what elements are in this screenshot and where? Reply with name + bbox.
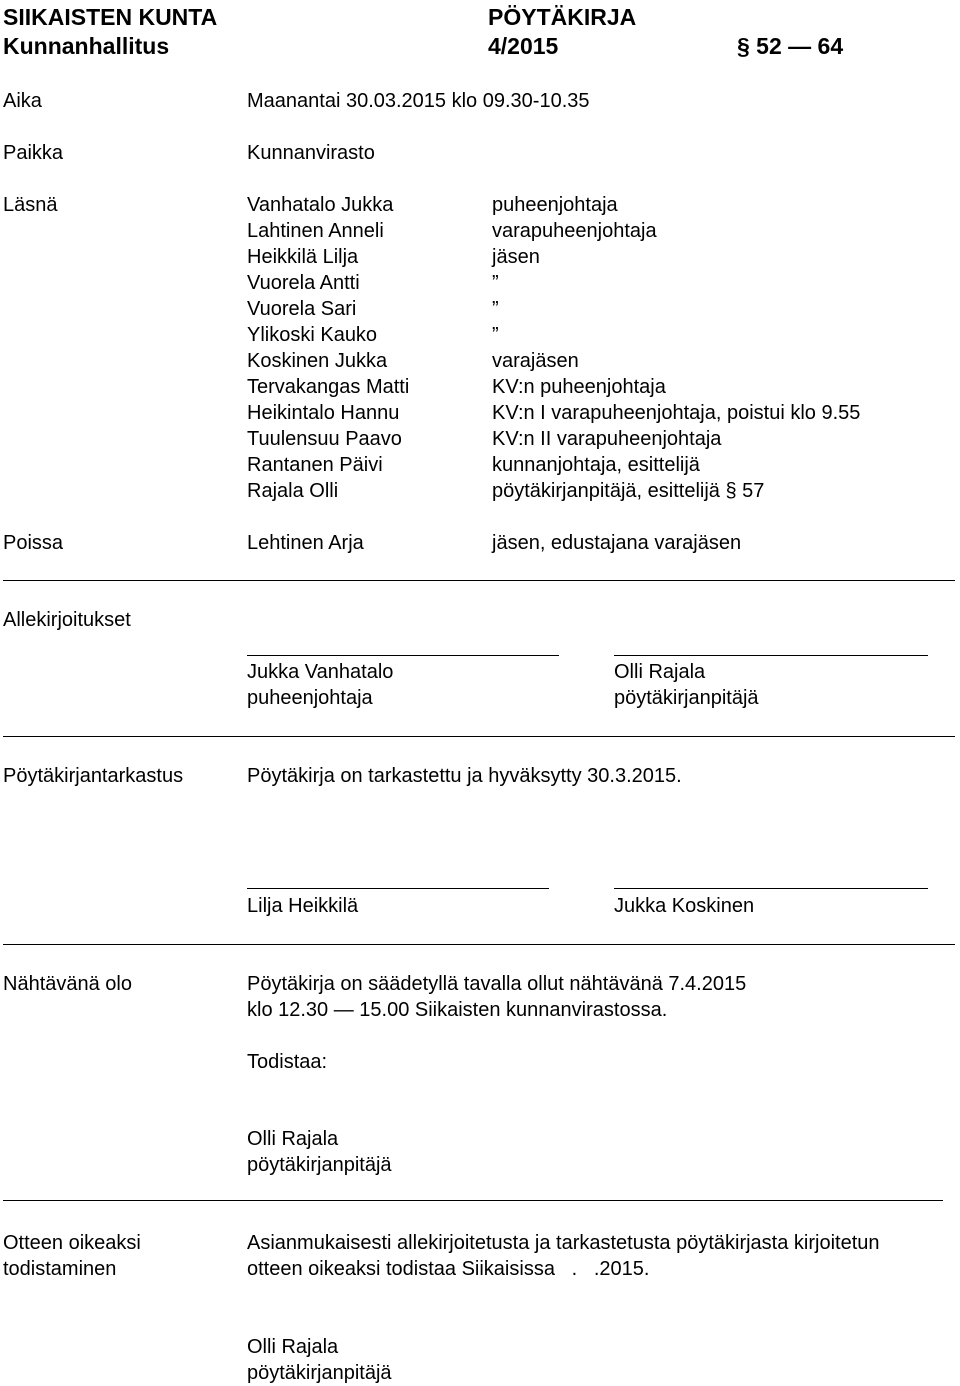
member-role: KV:n II varapuheenjohtaja xyxy=(492,428,722,450)
place-label: Paikka xyxy=(3,142,64,164)
section-range: § 52 — 64 xyxy=(737,33,844,59)
divider xyxy=(3,1200,943,1201)
member-role: KV:n I varapuheenjohtaja, poistui klo 9.55 xyxy=(492,402,861,424)
member-role: pöytäkirjanpitäjä, esittelijä § 57 xyxy=(492,480,765,502)
time-value: Maanantai 30.03.2015 klo 09.30-10.35 xyxy=(247,90,590,112)
signature-line xyxy=(614,655,928,656)
member-name: Vuorela Sari xyxy=(247,298,357,320)
member-name: Rajala Olli xyxy=(247,480,339,502)
certifier-role: pöytäkirjanpitäjä xyxy=(247,1154,392,1176)
signature-line xyxy=(247,655,559,656)
absent-name: Lehtinen Arja xyxy=(247,532,364,554)
member-name: Rantanen Päivi xyxy=(247,454,383,476)
chair-signature-role: puheenjohtaja xyxy=(247,687,373,709)
member-role: ” xyxy=(492,272,499,294)
divider xyxy=(3,580,955,581)
chair-signature-name: Jukka Vanhatalo xyxy=(247,661,394,683)
member-role: ” xyxy=(492,324,499,346)
member-name: Tervakangas Matti xyxy=(247,376,410,398)
member-role: jäsen xyxy=(492,246,540,268)
reviewer-1-name: Lilja Heikkilä xyxy=(247,895,359,917)
signatures-label: Allekirjoitukset xyxy=(3,609,131,631)
member-role: puheenjohtaja xyxy=(492,194,618,216)
display-text-line1: Pöytäkirja on säädetyllä tavalla ollut nähtävänä 7.4.2015 xyxy=(247,973,747,995)
member-name: Heikkilä Lilja xyxy=(247,246,359,268)
secretary-signature-name: Olli Rajala xyxy=(614,661,706,683)
member-name: Koskinen Jukka xyxy=(247,350,388,372)
member-name: Vuorela Antti xyxy=(247,272,360,294)
committee-name: Kunnanhallitus xyxy=(3,33,170,59)
extract-text-line2: otteen oikeaksi todistaa Siikaisissa . .2015. xyxy=(247,1258,650,1280)
member-name: Ylikoski Kauko xyxy=(247,324,378,346)
present-label: Läsnä xyxy=(3,194,58,216)
time-label: Aika xyxy=(3,90,42,112)
divider xyxy=(3,944,955,945)
document-number: 4/2015 xyxy=(488,33,559,59)
place-value: Kunnanvirasto xyxy=(247,142,375,164)
display-label: Nähtävänä olo xyxy=(3,973,132,995)
municipality-name: SIIKAISTEN KUNTA xyxy=(3,4,218,30)
review-text: Pöytäkirja on tarkastettu ja hyväksytty 30.3.2015. xyxy=(247,765,682,787)
display-text-line2: klo 12.30 — 15.00 Siikaisten kunnanvirastossa. xyxy=(247,999,668,1021)
divider xyxy=(3,736,955,737)
absent-label: Poissa xyxy=(3,532,64,554)
member-role: varapuheenjohtaja xyxy=(492,220,657,242)
certifier-name: Olli Rajala xyxy=(247,1128,339,1150)
signature-line xyxy=(614,888,928,889)
member-name: Vanhatalo Jukka xyxy=(247,194,394,216)
member-name: Heikintalo Hannu xyxy=(247,402,400,424)
member-role: kunnanjohtaja, esittelijä xyxy=(492,454,700,476)
signature-line xyxy=(247,888,549,889)
document-type: PÖYTÄKIRJA xyxy=(488,4,637,30)
extract-certifier-name: Olli Rajala xyxy=(247,1336,339,1358)
member-name: Tuulensuu Paavo xyxy=(247,428,402,450)
certify-label: Todistaa: xyxy=(247,1051,328,1073)
secretary-signature-role: pöytäkirjanpitäjä xyxy=(614,687,759,709)
review-label: Pöytäkirjantarkastus xyxy=(3,765,184,787)
member-role: varajäsen xyxy=(492,350,579,372)
reviewer-2-name: Jukka Koskinen xyxy=(614,895,755,917)
extract-label-line2: todistaminen xyxy=(3,1258,117,1280)
extract-text-line1: Asianmukaisesti allekirjoitetusta ja tarkastetusta pöytäkirjasta kirjoitetun xyxy=(247,1232,880,1254)
extract-label-line1: Otteen oikeaksi xyxy=(3,1232,141,1254)
member-role: ” xyxy=(492,298,499,320)
member-role: KV:n puheenjohtaja xyxy=(492,376,666,398)
member-name: Lahtinen Anneli xyxy=(247,220,384,242)
absent-role: jäsen, edustajana varajäsen xyxy=(492,532,742,554)
extract-certifier-role: pöytäkirjanpitäjä xyxy=(247,1362,392,1384)
